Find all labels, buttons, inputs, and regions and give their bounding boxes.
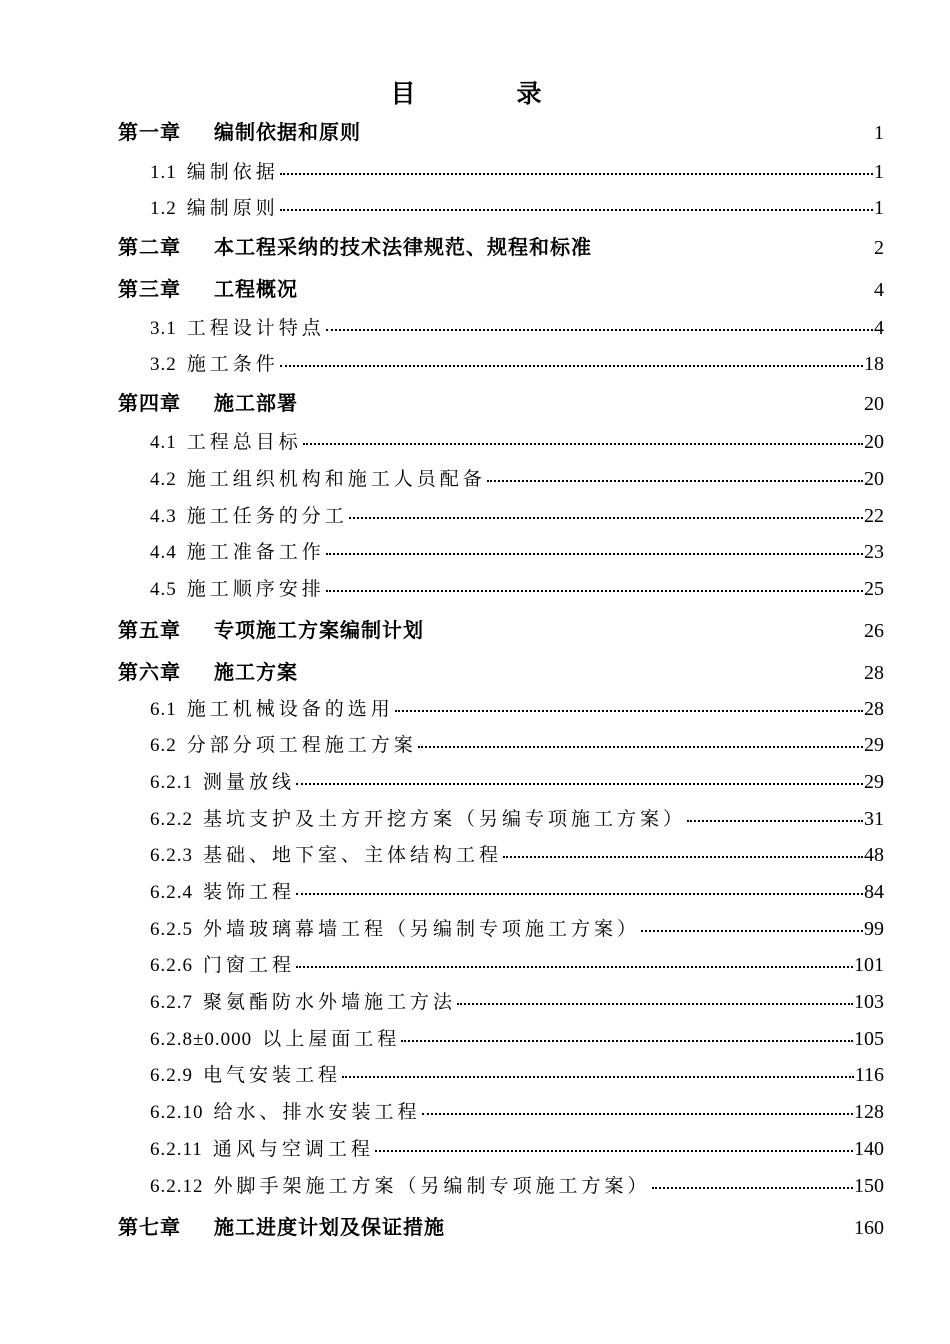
chapter-number: 第五章 xyxy=(118,618,181,642)
section-number: 4.2 xyxy=(150,469,177,490)
toc-chapter-entry[interactable] xyxy=(118,231,884,267)
dot-leader xyxy=(487,479,863,482)
section-label xyxy=(150,730,417,757)
section-title: 测量放线 xyxy=(203,771,296,793)
section-title: 给水、排水安装工程 xyxy=(213,1101,421,1123)
section-number: 4.4 xyxy=(150,542,177,563)
dot-leader xyxy=(296,965,853,968)
chapter-title: 本工程采纳的技术法律规范、规程和标准 xyxy=(214,235,592,259)
section-number: 6.2.11 xyxy=(150,1139,203,1160)
toc-chapter-entry[interactable] xyxy=(118,1211,884,1247)
page-number: 28 xyxy=(864,698,884,720)
chapter-title: 施工方案 xyxy=(214,660,298,684)
toc-section-entry[interactable] xyxy=(150,427,884,461)
toc-section-entry[interactable] xyxy=(150,804,884,838)
toc-section-entry[interactable] xyxy=(150,694,884,728)
dot-leader xyxy=(349,516,863,519)
chapter-title: 工程概况 xyxy=(214,277,298,301)
toc-section-entry[interactable] xyxy=(150,1171,884,1205)
chapter-title: 施工进度计划及保证措施 xyxy=(214,1215,445,1239)
chapter-number: 第七章 xyxy=(118,1215,181,1239)
page-number: 48 xyxy=(864,844,884,866)
section-title: 聚氨酯防水外墙施工方法 xyxy=(203,991,457,1013)
section-label xyxy=(150,349,279,376)
chapter-title: 施工部署 xyxy=(214,391,298,415)
section-number: 4.1 xyxy=(150,432,177,453)
dot-leader xyxy=(296,892,863,895)
section-label xyxy=(150,804,686,831)
dot-leader xyxy=(296,782,863,785)
section-title: 编制依据 xyxy=(186,161,279,183)
section-label xyxy=(150,1097,421,1124)
section-title: 施工机械设备的选用 xyxy=(186,698,394,720)
toc-section-entry[interactable] xyxy=(150,349,884,383)
toc-chapter-entry[interactable] xyxy=(118,116,884,152)
section-label xyxy=(150,1060,341,1087)
page-number: 20 xyxy=(864,393,884,415)
section-title: 基础、地下室、主体结构工程 xyxy=(203,844,503,866)
page-number: 101 xyxy=(854,954,884,976)
page-number: 1 xyxy=(874,161,884,183)
toc-section-entry[interactable] xyxy=(150,987,884,1021)
section-number: 3.2 xyxy=(150,354,177,375)
page-number: 31 xyxy=(864,808,884,830)
section-label xyxy=(150,313,325,340)
section-number: 6.2.2 xyxy=(150,809,193,830)
section-label xyxy=(150,537,325,564)
chapter-number: 第六章 xyxy=(118,660,181,684)
section-label xyxy=(150,464,486,491)
section-title: 工程总目标 xyxy=(186,431,302,453)
dot-leader xyxy=(280,364,863,367)
section-title: 外脚手架施工方案（另编制专项施工方案） xyxy=(213,1175,651,1197)
page-number: 116 xyxy=(854,1064,884,1086)
page-number: 99 xyxy=(864,918,884,940)
toc-section-entry[interactable] xyxy=(150,767,884,801)
dot-leader xyxy=(326,552,863,555)
page-number: 4 xyxy=(874,317,884,339)
page-number: 1 xyxy=(874,122,884,144)
section-number: 6.2.5 xyxy=(150,919,193,940)
toc-section-entry[interactable] xyxy=(150,1024,884,1058)
section-label xyxy=(150,694,394,721)
page-number: 140 xyxy=(854,1138,884,1160)
page-number: 2 xyxy=(874,237,884,259)
chapter-number: 第二章 xyxy=(118,235,181,259)
toc-section-entry[interactable] xyxy=(150,537,884,571)
section-title: 外墙玻璃幕墙工程（另编制专项施工方案） xyxy=(203,918,641,940)
dot-leader xyxy=(641,929,863,932)
toc-chapter-entry[interactable] xyxy=(118,273,884,309)
section-number: 4.5 xyxy=(150,579,177,600)
toc-section-entry[interactable] xyxy=(150,877,884,911)
section-number: 3.1 xyxy=(150,318,177,339)
section-label xyxy=(150,501,348,528)
dot-leader xyxy=(422,1112,853,1115)
page-number: 128 xyxy=(854,1101,884,1123)
section-title: 施工顺序安排 xyxy=(186,578,325,600)
toc-section-entry[interactable] xyxy=(150,1134,884,1168)
toc-section-entry[interactable] xyxy=(150,914,884,948)
page-number: 23 xyxy=(864,541,884,563)
section-number: 6.2.12 xyxy=(150,1176,204,1197)
page-number: 103 xyxy=(854,991,884,1013)
section-title: 编制原则 xyxy=(186,197,279,219)
chapter-title: 专项施工方案编制计划 xyxy=(214,618,424,642)
section-title: 门窗工程 xyxy=(203,954,296,976)
section-number: 6.2.4 xyxy=(150,882,193,903)
section-title: 通风与空调工程 xyxy=(212,1138,374,1160)
section-title: 施工组织机构和施工人员配备 xyxy=(186,468,486,490)
section-label xyxy=(150,1134,374,1161)
section-number: 1.1 xyxy=(150,162,177,183)
section-label xyxy=(150,427,302,454)
section-number: 6.2 xyxy=(150,735,177,756)
toc-section-entry[interactable] xyxy=(150,1060,884,1094)
section-title: 工程设计特点 xyxy=(186,317,325,339)
toc-section-entry[interactable] xyxy=(150,193,884,227)
page-number: 18 xyxy=(864,353,884,375)
page-number: 84 xyxy=(864,881,884,903)
section-title: 施工准备工作 xyxy=(186,541,325,563)
chapter-number: 第一章 xyxy=(118,120,181,144)
toc-section-entry[interactable] xyxy=(150,313,884,347)
section-number: 4.3 xyxy=(150,506,177,527)
section-title: 以上屋面工程 xyxy=(262,1028,401,1050)
section-number: 6.2.10 xyxy=(150,1102,204,1123)
section-label xyxy=(150,157,279,184)
dot-leader xyxy=(326,328,873,331)
page-number: 28 xyxy=(864,662,884,684)
section-label xyxy=(150,840,502,867)
toc-section-entry[interactable] xyxy=(150,157,884,191)
dot-leader xyxy=(503,855,863,858)
section-title: 电气安装工程 xyxy=(203,1064,342,1086)
section-title: 基坑支护及土方开挖方案（另编专项施工方案） xyxy=(203,808,687,830)
page-number: 26 xyxy=(864,620,884,642)
dot-leader xyxy=(342,1075,854,1078)
toc-section-entry[interactable] xyxy=(150,950,884,984)
toc-chapter-entry[interactable] xyxy=(118,614,884,650)
chapter-number: 第四章 xyxy=(118,391,181,415)
section-label xyxy=(150,914,640,941)
toc-section-entry[interactable] xyxy=(150,574,884,608)
toc-section-entry[interactable] xyxy=(150,840,884,874)
section-number: 6.2.3 xyxy=(150,845,193,866)
section-title: 分部分项工程施工方案 xyxy=(186,734,417,756)
page-number: 4 xyxy=(874,279,884,301)
page-number: 150 xyxy=(854,1175,884,1197)
section-title: 施工条件 xyxy=(186,353,279,375)
page-number: 160 xyxy=(854,1217,884,1239)
section-label xyxy=(150,1171,651,1198)
dot-leader xyxy=(303,442,863,445)
page-number: 105 xyxy=(854,1028,884,1050)
toc-title: 目 录 xyxy=(390,79,580,108)
section-label xyxy=(150,1024,400,1051)
section-title: 施工任务的分工 xyxy=(186,505,348,527)
toc-section-entry[interactable] xyxy=(150,501,884,535)
section-label xyxy=(150,574,325,601)
dot-leader xyxy=(401,1039,853,1042)
section-label xyxy=(150,987,456,1014)
page-number: 1 xyxy=(874,197,884,219)
section-label xyxy=(150,877,295,904)
section-number: 6.1 xyxy=(150,699,177,720)
page-number: 22 xyxy=(864,505,884,527)
dot-leader xyxy=(395,709,863,712)
page-number: 29 xyxy=(864,734,884,756)
dot-leader xyxy=(326,589,863,592)
dot-leader xyxy=(280,208,873,211)
toc-section-entry[interactable] xyxy=(150,464,884,498)
section-label xyxy=(150,950,295,977)
toc-chapter-entry[interactable] xyxy=(118,656,884,692)
page-number: 25 xyxy=(864,578,884,600)
section-label xyxy=(150,193,279,220)
page-number: 20 xyxy=(864,431,884,453)
dot-leader xyxy=(418,745,863,748)
chapter-number: 第三章 xyxy=(118,277,181,301)
toc-chapter-entry[interactable] xyxy=(118,387,884,423)
section-number: 6.2.1 xyxy=(150,772,193,793)
section-number: 6.2.6 xyxy=(150,955,193,976)
section-number: 6.2.8±0.000 xyxy=(150,1029,253,1050)
page-number: 29 xyxy=(864,771,884,793)
dot-leader xyxy=(375,1149,853,1152)
dot-leader xyxy=(280,172,873,175)
toc-section-entry[interactable] xyxy=(150,730,884,764)
section-number: 1.2 xyxy=(150,198,177,219)
section-title: 装饰工程 xyxy=(203,881,296,903)
page-number: 20 xyxy=(864,468,884,490)
chapter-title: 编制依据和原则 xyxy=(214,120,361,144)
section-number: 6.2.9 xyxy=(150,1065,193,1086)
section-number: 6.2.7 xyxy=(150,992,193,1013)
section-label xyxy=(150,767,295,794)
dot-leader xyxy=(687,819,863,822)
dot-leader xyxy=(652,1186,853,1189)
toc-section-entry[interactable] xyxy=(150,1097,884,1131)
dot-leader xyxy=(457,1002,853,1005)
